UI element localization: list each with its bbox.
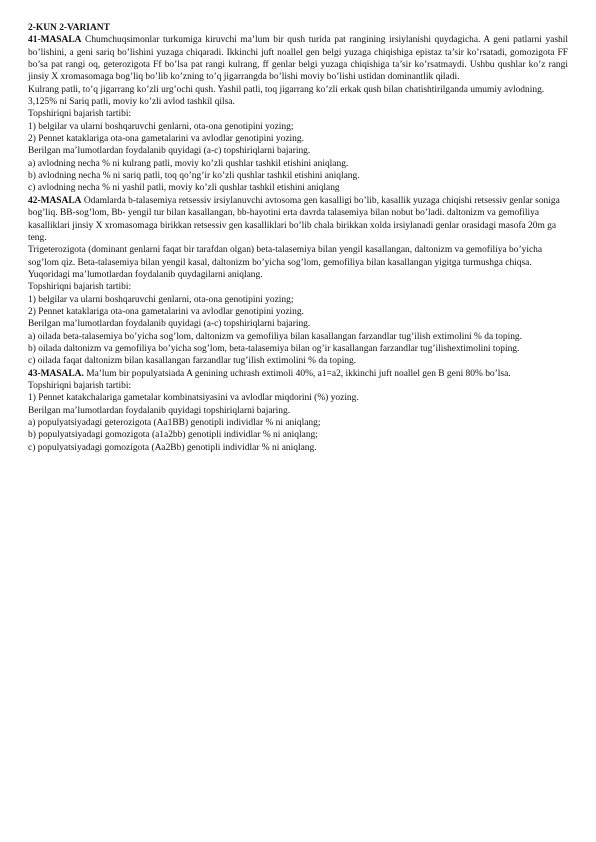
problem-41-label: 41-MASALA xyxy=(28,35,82,46)
problem-42-intro xyxy=(28,195,568,244)
problem-43-use: Berilgan ma’lumotlardan foydalanib quyidagi topshiriqlarni bajaring. xyxy=(28,405,291,416)
problem-43-task-b: b) populyatsiyadagi gomozigota (a1a2bb) genotipli individlar % ni aniqlang; xyxy=(28,430,318,441)
problem-41-use: Berilgan ma’lumotlardan foydalanib quyidagi (a-c) topshiriqlarni bajaring. xyxy=(28,146,311,157)
problem-42-text: Odamlarda b-talasemiya retsessiv irsiylanuvchi avtosoma gen kasalligi bo’lib, kasallik yuzaga chiqishi retsessiv genlar soniga bog’liq. BB-sog’lom, Bb- yengil tur bilan kasallangan, bb-hayotini erta davrda talasemiya bilan nobut bo’ladi. daltonizm va gemofiliya kasalliklari jinsiy X xromasomaga birikkan retsessiv gen kasalliklari bo’lib chala birikkan xolda irsiylanadi genlar orasidagi masofa 20m ga teng. xyxy=(28,195,560,243)
document-header: 2-KUN 2-VARIANT xyxy=(28,23,110,33)
problem-42-given: Yuqoridagi ma’lumotlardan foydalanib quydagilarni aniqlang. xyxy=(28,269,263,280)
problem-41-task-b: b) avlodning necha % ni sariq patli, toq qo’ng’ir ko’zli qushlar tashkil etishini aniqlang. xyxy=(28,171,360,182)
problem-41-order: Topshiriqni bajarish tartibi: xyxy=(28,109,132,120)
problem-41-cross: Kulrang patli, to’q jigarrang ko’zli urg’ochi qush. Yashil patli, toq jigarrang ko’zli erkak qush bilan chatishtirilganda umumiy avlodning. 3,125% ni Sariq patli, moviy ko’zli avlod tashkil qilsa. xyxy=(28,84,545,108)
problem-43-intro xyxy=(28,368,568,380)
problem-41-step: 2) Pennet kataklariga ota-ona gametalarini va avlodlar genotipini yozing. xyxy=(28,134,304,145)
problem-42-cross: Trigeterozigota (dominant genlarni faqat bir tarafdan olgan) beta-talasemiya bilan yengil kasallangan, daltonizm va gemofiliya bo’yicha sog’lom qiz. Beta-talasemiya bilan yengil kasal, daltonizm bo’yicha sog’lom, gemofiliya bilan kasallangan yigitga turmushga chiqsa. xyxy=(28,245,543,268)
problem-43-text: Ma’lum bir populyatsiada A genining uchrash extimoli 40%, a1=a2, ikkinchi juft noallel gen B geni 80% bo’lsa. xyxy=(83,368,511,379)
problem-43-step: 1) Pennet katakchalariga gametalar kombinatsiyasini va avlodlar miqdorini (%) yozing. xyxy=(28,393,359,404)
problem-42-order: Topshiriqni bajarish tartibi: xyxy=(28,282,132,293)
problem-43-task-a: a) populyatsiyadagi geterozigota (Aa1BB) genotipli individlar % ni aniqlang; xyxy=(28,418,321,428)
problem-43-label: 43-MASALA. xyxy=(28,368,84,379)
problem-43-order: Topshiriqni bajarish tartibi: xyxy=(28,380,132,391)
problem-42-task-c: c) oilada faqat daltonizm bilan kasallangan farzandlar tug’ilish extimolini % da toping. xyxy=(28,356,357,367)
problem-42-use: Berilgan ma’lumotlardan foydalanib quyidagi (a-c) topshiriqlarni bajaring. xyxy=(28,319,311,330)
problem-42-step: 2) Pennet kataklariga ota-ona gametalarini va avlodlar genotipini yozing. xyxy=(28,306,304,317)
problem-41-step: 1) belgilar va ularni boshqaruvchi genlarni, ota-ona genotipini yozing; xyxy=(28,121,294,132)
problem-41-task-a: a) avlodning necha % ni kulrang patli, moviy ko’zli qushlar tashkil etishini aniqlang. xyxy=(28,158,349,169)
problem-43-task-c: c) populyatsiyadagi gomozigota (Aa2Bb) genotipli individlar % ni aniqlang. xyxy=(28,442,317,453)
problem-41-intro xyxy=(28,34,568,83)
problem-42-task-b: b) oilada daltonizm va gemofiliya bo’yicha sog’lom, beta-talasemiya bilan og’ir kasallangan farzandlar tug’ilishextimolini toping. xyxy=(28,343,520,354)
problem-42-task-a: a) oilada beta-talasemiya bo’yicha sog’lom, daltonizm va gemofiliya bilan kasallangan farzandlar tug’ilish extimolini % da toping. xyxy=(28,331,523,342)
problem-41-task-c: c) avlodning necha % ni yashil patli, moviy ko’zli qushlar tashkil etishini aniqlang xyxy=(28,183,340,194)
document-page xyxy=(28,22,568,454)
problem-42-label: 42-MASALA xyxy=(28,195,82,206)
problem-41-text: Chumchuqsimonlar turkumiga kiruvchi ma’lum bir qush turida pat rangining irsiylanishi quydagicha. A geni patlarni yashil bo’lishini, a geni sariq bo’lishini yuzaga chiqaradi. Ikkinchi juft noallel gen belgi yuzaga chiqishiga epistaz ta’sir ko’rsatadi, gomozigota FF bo’sa pat rangi oq, geterozigota Ff bo’lsa pat rangi kulrang, ff genlar belgi yuzaga chiqishiga ta’sir ko’rsatmaydi. Ushbu qushlar ko’z rangi jinsiy X xromasomaga bog’liq bo’lib ko’zning to’q jigarrangda bo’lishi moviy bo’lishi ustidan dominantlik qiladi. xyxy=(28,35,568,83)
problem-42-step: 1) belgilar va ularni boshqaruvchi genlarni, ota-ona genotipini yozing; xyxy=(28,294,294,305)
